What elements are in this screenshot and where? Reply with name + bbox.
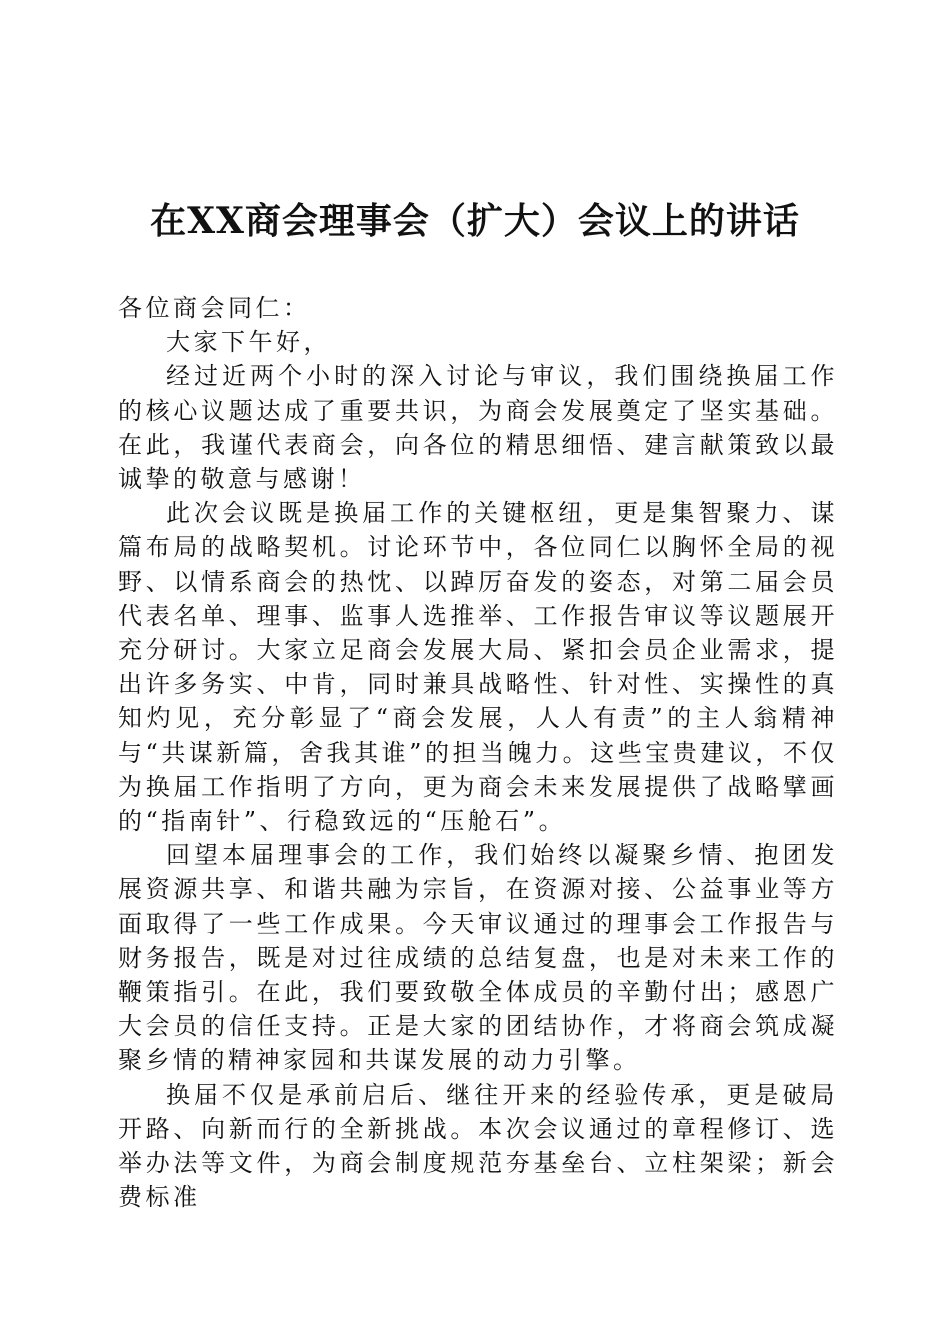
salutation: 各位商会同仁： (118, 294, 311, 322)
paragraph-meeting-significance: 此次会议既是换届工作的关键枢纽，更是集智聚力、谋篇布局的战略契机。讨论环节中，各位同仁以胸怀全局的视野、以情系商会的热忱、以踔厉奋发的姿态，对第二届会员代表名单、理事、监事人选推举、工作报告审议等议题展开充分研讨。大家立足商会发展大局、紧扣会员企业需求，提出许多务实、中肯，同时兼具战略性、针对性、实操性的真知灼见，充分彰显了“商会发展，人人有责”的主人翁精神与“共谋新篇，舍我其谁”的担当魄力。这些宝贵建议，不仅为换届工作指明了方向，更为商会未来发展提供了战略擘画的“指南针”、行稳致远的“压舱石”。 (118, 499, 838, 836)
paragraph-review: 回望本届理事会的工作，我们始终以凝聚乡情、抱团发展资源共享、和谐共融为宗旨，在资源对接、公益事业等方面取得了一些工作成果。今天审议通过的理事会工作报告与财务报告，既是对过往成绩的总结复盘，也是对未来工作的鞭策指引。在此，我们要致敬全体成员的辛勤付出；感恩广大会员的信任支持。正是大家的团结协作，才将商会筑成凝聚乡情的精神家园和共谋发展的动力引擎。 (118, 841, 838, 1075)
paragraph-greeting: 大家下午好， (166, 328, 331, 357)
document-title: 在XX商会理事会（扩大）会议上的讲话 (150, 200, 800, 242)
speech-body (118, 291, 838, 1214)
paragraph-transition: 换届不仅是承前启后、继往开来的经验传承，更是破局开路、向新而行的全新挑战。本次会议通过的章程修订、选举办法等文件，为商会制度规范夯基垒台、立柱架梁；新会费标准 (118, 1080, 838, 1212)
paragraph-thanks: 经过近两个小时的深入讨论与审议，我们围绕换届工作的核心议题达成了重要共识，为商会发展奠定了坚实基础。在此，我谨代表商会，向各位的精思细悟、建言献策致以最诚挚的敬意与感谢！ (118, 362, 838, 494)
